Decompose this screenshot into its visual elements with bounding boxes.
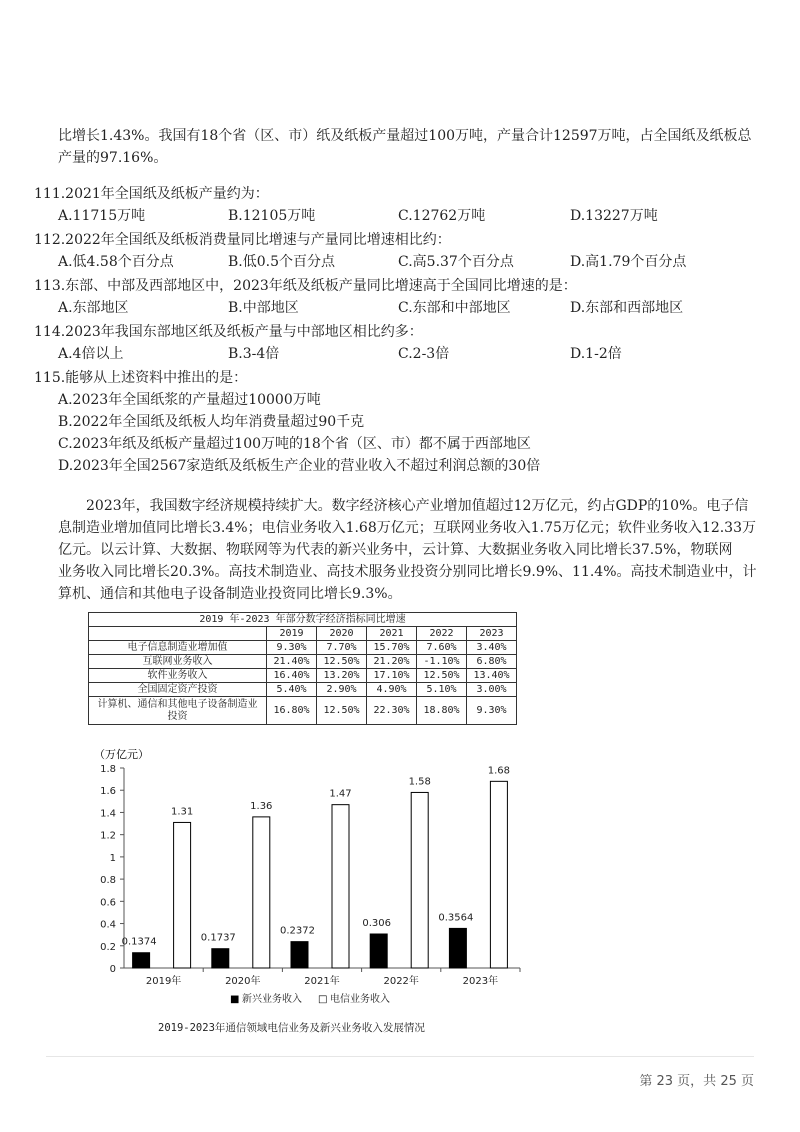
legend-marker: □ bbox=[318, 994, 328, 1005]
table-cell: 12.50% bbox=[417, 669, 467, 683]
question-114-stem: 114.2023年我国东部地区纸及纸板产量与中部地区相比约多： bbox=[34, 324, 423, 340]
table-title: 2019 年-2023 年部分数字经济指标同比增速 bbox=[89, 613, 517, 627]
option-b[interactable]: B.3-4倍 bbox=[228, 346, 280, 362]
option-c[interactable]: C.12762万吨 bbox=[398, 208, 486, 224]
row-label: 软件业务收入 bbox=[89, 669, 267, 683]
table-cell: 3.40% bbox=[467, 641, 517, 655]
row-label: 互联网业务收入 bbox=[89, 655, 267, 669]
question-block bbox=[34, 183, 754, 477]
table-cell: 4.90% bbox=[367, 683, 417, 697]
question-112-options bbox=[34, 251, 754, 275]
bar-data-label: 0.3564 bbox=[438, 912, 474, 924]
question-115-option-b[interactable]: B.2022年全国纸及纸板人均年消费量超过90千克 bbox=[58, 414, 365, 430]
table-row bbox=[89, 641, 517, 655]
table-cell: 16.80% bbox=[267, 697, 317, 725]
emerging-revenue-bar bbox=[133, 953, 150, 968]
bar-data-label: 1.36 bbox=[250, 800, 273, 812]
y-tick-label: 1.4 bbox=[100, 808, 116, 820]
y-axis-label: （万亿元） bbox=[94, 748, 149, 761]
para-line: 业务收入同比增长20.3%。高技术制造业、高技术服务业投资分别同比增长9.9%、11.4%。高技术制造业中，计 bbox=[58, 564, 757, 580]
question-115-option-c[interactable]: C.2023年纸及纸板产量超过100万吨的18个省（区、市）都不属于西部地区 bbox=[58, 436, 531, 452]
table-cell: 16.40% bbox=[267, 669, 317, 683]
y-tick-label: 0.8 bbox=[100, 875, 116, 887]
revenue-bar-chart bbox=[80, 740, 540, 1040]
question-113-options bbox=[34, 297, 754, 321]
option-c[interactable]: C.东部和中部地区 bbox=[398, 300, 511, 316]
table-cell: 9.30% bbox=[267, 641, 317, 655]
question-115-option-a[interactable]: A.2023年全国纸浆的产量超过10000万吨 bbox=[58, 392, 321, 408]
option-a[interactable]: A.东部地区 bbox=[58, 300, 129, 316]
para-line: 2023年，我国数字经济规模持续扩大。数字经济核心产业增加值超过12万亿元，约占GDP的10%。电子信 bbox=[86, 498, 749, 514]
intro-paragraph bbox=[58, 125, 758, 169]
bar-data-label: 0.306 bbox=[362, 918, 392, 929]
question-111-options bbox=[34, 205, 754, 229]
table-row bbox=[89, 683, 517, 697]
row-label: 计算机、通信和其他电子设备制造业投资 bbox=[89, 697, 267, 725]
intro-line: 比增长1.43%。我国有18个省（区、市）纸及纸板产量超过100万吨，产量合计12597万吨，占全国纸及纸板总 bbox=[58, 128, 752, 144]
y-tick-label: 0.6 bbox=[100, 897, 116, 909]
telecom-revenue-bar bbox=[490, 781, 507, 968]
table-cell: 13.40% bbox=[467, 669, 517, 683]
x-category-label: 2022年 bbox=[383, 976, 419, 987]
option-d[interactable]: D.13227万吨 bbox=[570, 208, 658, 224]
y-tick-label: 0.4 bbox=[100, 919, 116, 931]
question-111-stem: 111.2021年全国纸及纸板产量约为： bbox=[34, 186, 269, 202]
option-a[interactable]: A.4倍以上 bbox=[58, 346, 124, 362]
indicator-table-wrapper bbox=[88, 612, 517, 725]
option-b[interactable]: B.中部地区 bbox=[228, 300, 299, 316]
question-114-options bbox=[34, 343, 754, 367]
para-line: 息制造业增加值同比增长3.4%；电信业务收入1.68万亿元；互联网业务收入1.75万亿元；软件业务收入12.33万 bbox=[58, 520, 756, 536]
table-cell: 17.10% bbox=[367, 669, 417, 683]
option-a[interactable]: A.低4.58个百分点 bbox=[58, 254, 174, 270]
table-year: 2022 bbox=[417, 627, 467, 641]
emerging-revenue-bar bbox=[291, 942, 308, 968]
table-cell: 12.50% bbox=[317, 655, 367, 669]
table-cell: 6.80% bbox=[467, 655, 517, 669]
table-year: 2023 bbox=[467, 627, 517, 641]
telecom-revenue-bar bbox=[253, 817, 270, 968]
table-cell: 15.70% bbox=[367, 641, 417, 655]
x-category-label: 2021年 bbox=[304, 976, 340, 987]
option-c[interactable]: C.2-3倍 bbox=[398, 346, 450, 362]
table-cell: 7.70% bbox=[317, 641, 367, 655]
table-year: 2020 bbox=[317, 627, 367, 641]
telecom-revenue-bar bbox=[411, 792, 428, 968]
legend-label: 新兴业务收入 bbox=[242, 994, 302, 1005]
chart-bars bbox=[122, 765, 510, 968]
y-tick-label: 1 bbox=[109, 852, 116, 864]
para-line: 算机、通信和其他电子设备制造业投资同比增长9.3%。 bbox=[58, 586, 402, 602]
intro-line: 产量的97.16%。 bbox=[58, 150, 168, 166]
x-category-label: 2019年 bbox=[145, 976, 182, 987]
emerging-revenue-bar bbox=[370, 934, 387, 968]
y-tick-label: 0.2 bbox=[100, 941, 116, 953]
table-cell: 7.60% bbox=[417, 641, 467, 655]
y-ticks bbox=[100, 764, 124, 975]
question-113-stem: 113.东部、中部及西部地区中，2023年纸及纸板产量同比增速高于全国同比增速的是： bbox=[34, 278, 577, 294]
option-b[interactable]: B.12105万吨 bbox=[228, 208, 316, 224]
chart-caption: 2019-2023年通信领域电信业务及新兴业务收入发展情况 bbox=[158, 1022, 425, 1034]
x-category-label: 2020年 bbox=[225, 976, 261, 987]
emerging-revenue-bar bbox=[449, 928, 466, 968]
table-cell: 18.80% bbox=[417, 697, 467, 725]
option-a[interactable]: A.11715万吨 bbox=[58, 208, 146, 224]
table-cell: 3.00% bbox=[467, 683, 517, 697]
bar-data-label: 0.1374 bbox=[121, 936, 157, 948]
para-line: 亿元。以云计算、大数据、物联网等为代表的新兴业务中，云计算、大数据业务收入同比增长37.5%，物联网 bbox=[58, 542, 733, 558]
bar-data-label: 1.47 bbox=[329, 788, 352, 800]
table-row bbox=[89, 697, 517, 725]
bar-data-label: 0.2372 bbox=[280, 925, 315, 937]
table-cell: 13.20% bbox=[317, 669, 367, 683]
row-label: 全国固定资产投资 bbox=[89, 683, 267, 697]
telecom-revenue-bar bbox=[332, 805, 349, 968]
y-tick-label: 1.2 bbox=[100, 830, 116, 842]
option-d[interactable]: D.东部和西部地区 bbox=[570, 300, 684, 316]
bar-data-label: 1.31 bbox=[170, 806, 194, 818]
y-tick-label: 0 bbox=[109, 964, 116, 975]
legend-label: 电信业务收入 bbox=[330, 994, 390, 1005]
table-row bbox=[89, 655, 517, 669]
legend-marker: ■ bbox=[230, 994, 240, 1005]
question-112-stem: 112.2022年全国纸及纸板消费量同比增速与产量同比增速相比约： bbox=[34, 232, 451, 248]
row-label: 电子信息制造业增加值 bbox=[89, 641, 267, 655]
option-d[interactable]: D.1-2倍 bbox=[570, 346, 622, 362]
table-cell: 21.40% bbox=[267, 655, 317, 669]
table-cell: 22.30% bbox=[367, 697, 417, 725]
indicator-table bbox=[88, 612, 517, 725]
table-cell: 21.20% bbox=[367, 655, 417, 669]
table-year: 2021 bbox=[367, 627, 417, 641]
digital-economy-paragraph bbox=[58, 495, 768, 605]
emerging-revenue-bar bbox=[212, 949, 229, 968]
table-cell: 2.90% bbox=[317, 683, 367, 697]
y-tick-label: 1.6 bbox=[100, 786, 116, 798]
table-cell: 5.10% bbox=[417, 683, 467, 697]
option-d[interactable]: D.高1.79个百分点 bbox=[570, 254, 687, 270]
question-115-option-d[interactable]: D.2023年全国2567家造纸及纸板生产企业的营业收入不超过利润总额的30倍 bbox=[58, 458, 541, 474]
page-number: 第 23 页，共 25 页 bbox=[639, 1074, 754, 1089]
table-year: 2019 bbox=[267, 627, 317, 641]
table-cell: 9.30% bbox=[467, 697, 517, 725]
option-b[interactable]: B.低0.5个百分点 bbox=[228, 254, 336, 270]
table-cell: 12.50% bbox=[317, 697, 367, 725]
question-115-stem: 115.能够从上述资料中推出的是： bbox=[34, 370, 248, 386]
table-header-blank bbox=[89, 627, 267, 641]
chart-legend bbox=[230, 992, 390, 1005]
telecom-revenue-bar bbox=[174, 822, 191, 968]
y-tick-label: 1.8 bbox=[100, 764, 116, 775]
table-cell: 5.40% bbox=[267, 683, 317, 697]
x-categories bbox=[146, 968, 520, 987]
bar-data-label: 1.68 bbox=[487, 765, 511, 777]
table-cell: -1.10% bbox=[417, 655, 467, 669]
footer-divider bbox=[46, 1056, 754, 1057]
table-row bbox=[89, 669, 517, 683]
table-header-row bbox=[89, 627, 517, 641]
bar-data-label: 1.58 bbox=[408, 776, 431, 788]
bar-data-label: 0.1737 bbox=[200, 932, 236, 944]
x-category-label: 2023年 bbox=[462, 976, 499, 987]
option-c[interactable]: C.高5.37个百分点 bbox=[398, 254, 514, 270]
